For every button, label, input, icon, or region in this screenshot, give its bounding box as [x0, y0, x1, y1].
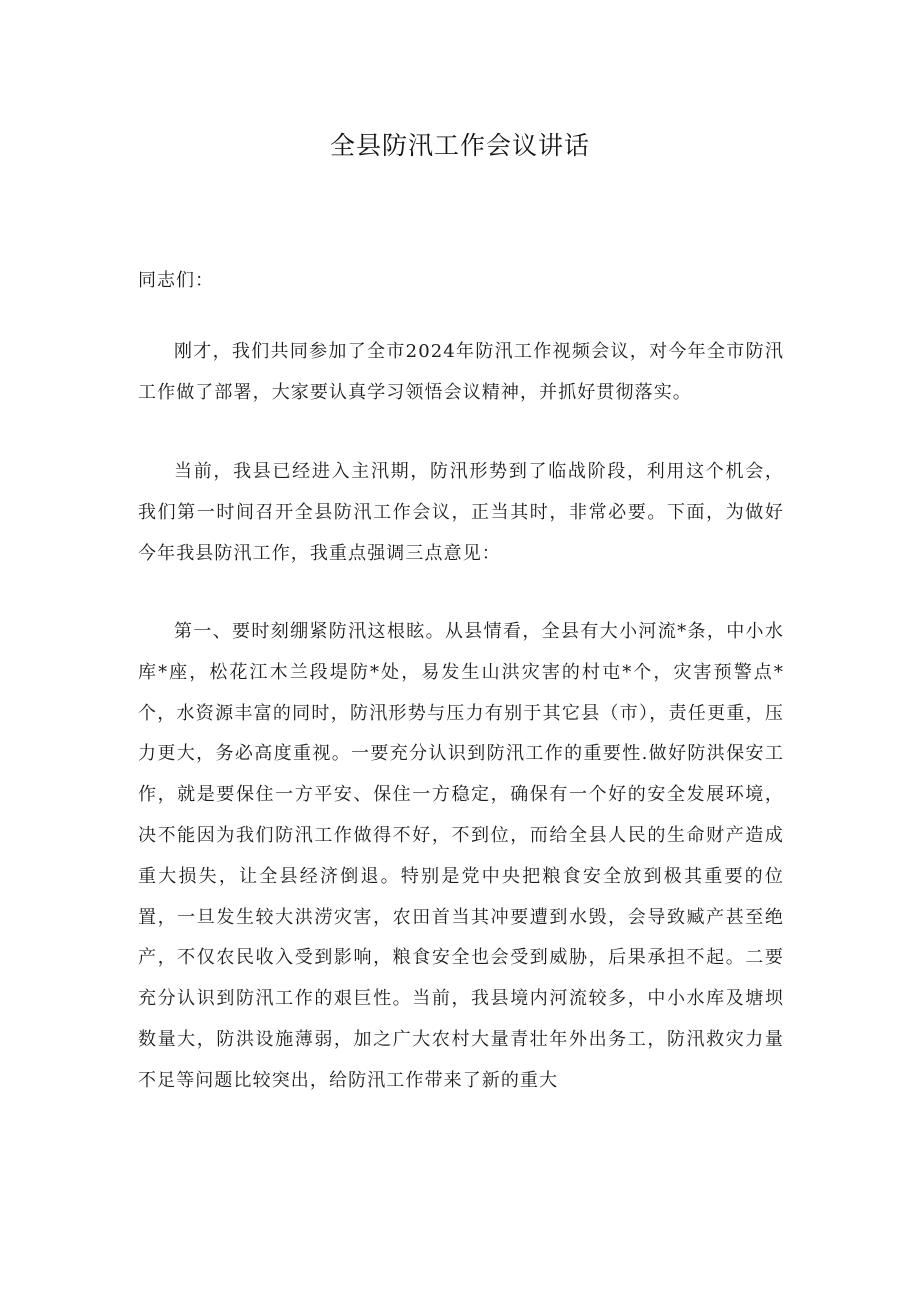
- salutation: 同志们：: [138, 270, 214, 291]
- document-title: 全县防汛工作会议讲话: [329, 131, 590, 160]
- paragraph-opening: 刚才，我们共同参加了全市2024年防汛工作视频会议，对今年全市防汛工作做了部署，大家要认真学习领悟会议精神，并抓好贯彻落实。: [138, 341, 784, 403]
- paragraph-point-one: 第一、要时刻绷紧防汛这根眩。从县情看，全县有大小河流*条，中小水库*座，松花江木兰段堤防*处，易发生山洪灾害的村屯*个，灾害预警点*个，水资源丰富的同时，防汛形势与压力有别于其它县（市），责任更重，压力更大，务必高度重视。一要充分认识到防汛工作的重要性.做好防洪保安工作，就是要保住一方平安、保住一方稳定，确保有一个好的安全发展环境，决不能因为我们防汛工作做得不好，不到位，而给全县人民的生命财产造成重大损失，让全县经济倒退。特别是党中央把粮食安全放到极其重要的位置，一旦发生较大洪涝灾害，农田首当其冲要遭到水毁，会导致臧产甚至绝产，不仅农民收入受到影响，粮食安全也会受到威胁，后果承担不起。二要充分认识到防汛工作的艰巨性。当前，我县境内河流较多，中小水库及塘坝数量大，防洪设施薄弱，加之广大农村大量青壮年外出务工，防汛救灾力量不足等问题比较突出，给防汛工作带来了新的重大: [138, 621, 784, 1091]
- paragraph-context: 当前，我县已经进入主汛期，防汛形势到了临战阶段，利用这个机会，我们第一时间召开全县防汛工作会议，正当其时，非常必要。下面，为做好今年我县防汛工作，我重点强调三点意见：: [138, 461, 784, 564]
